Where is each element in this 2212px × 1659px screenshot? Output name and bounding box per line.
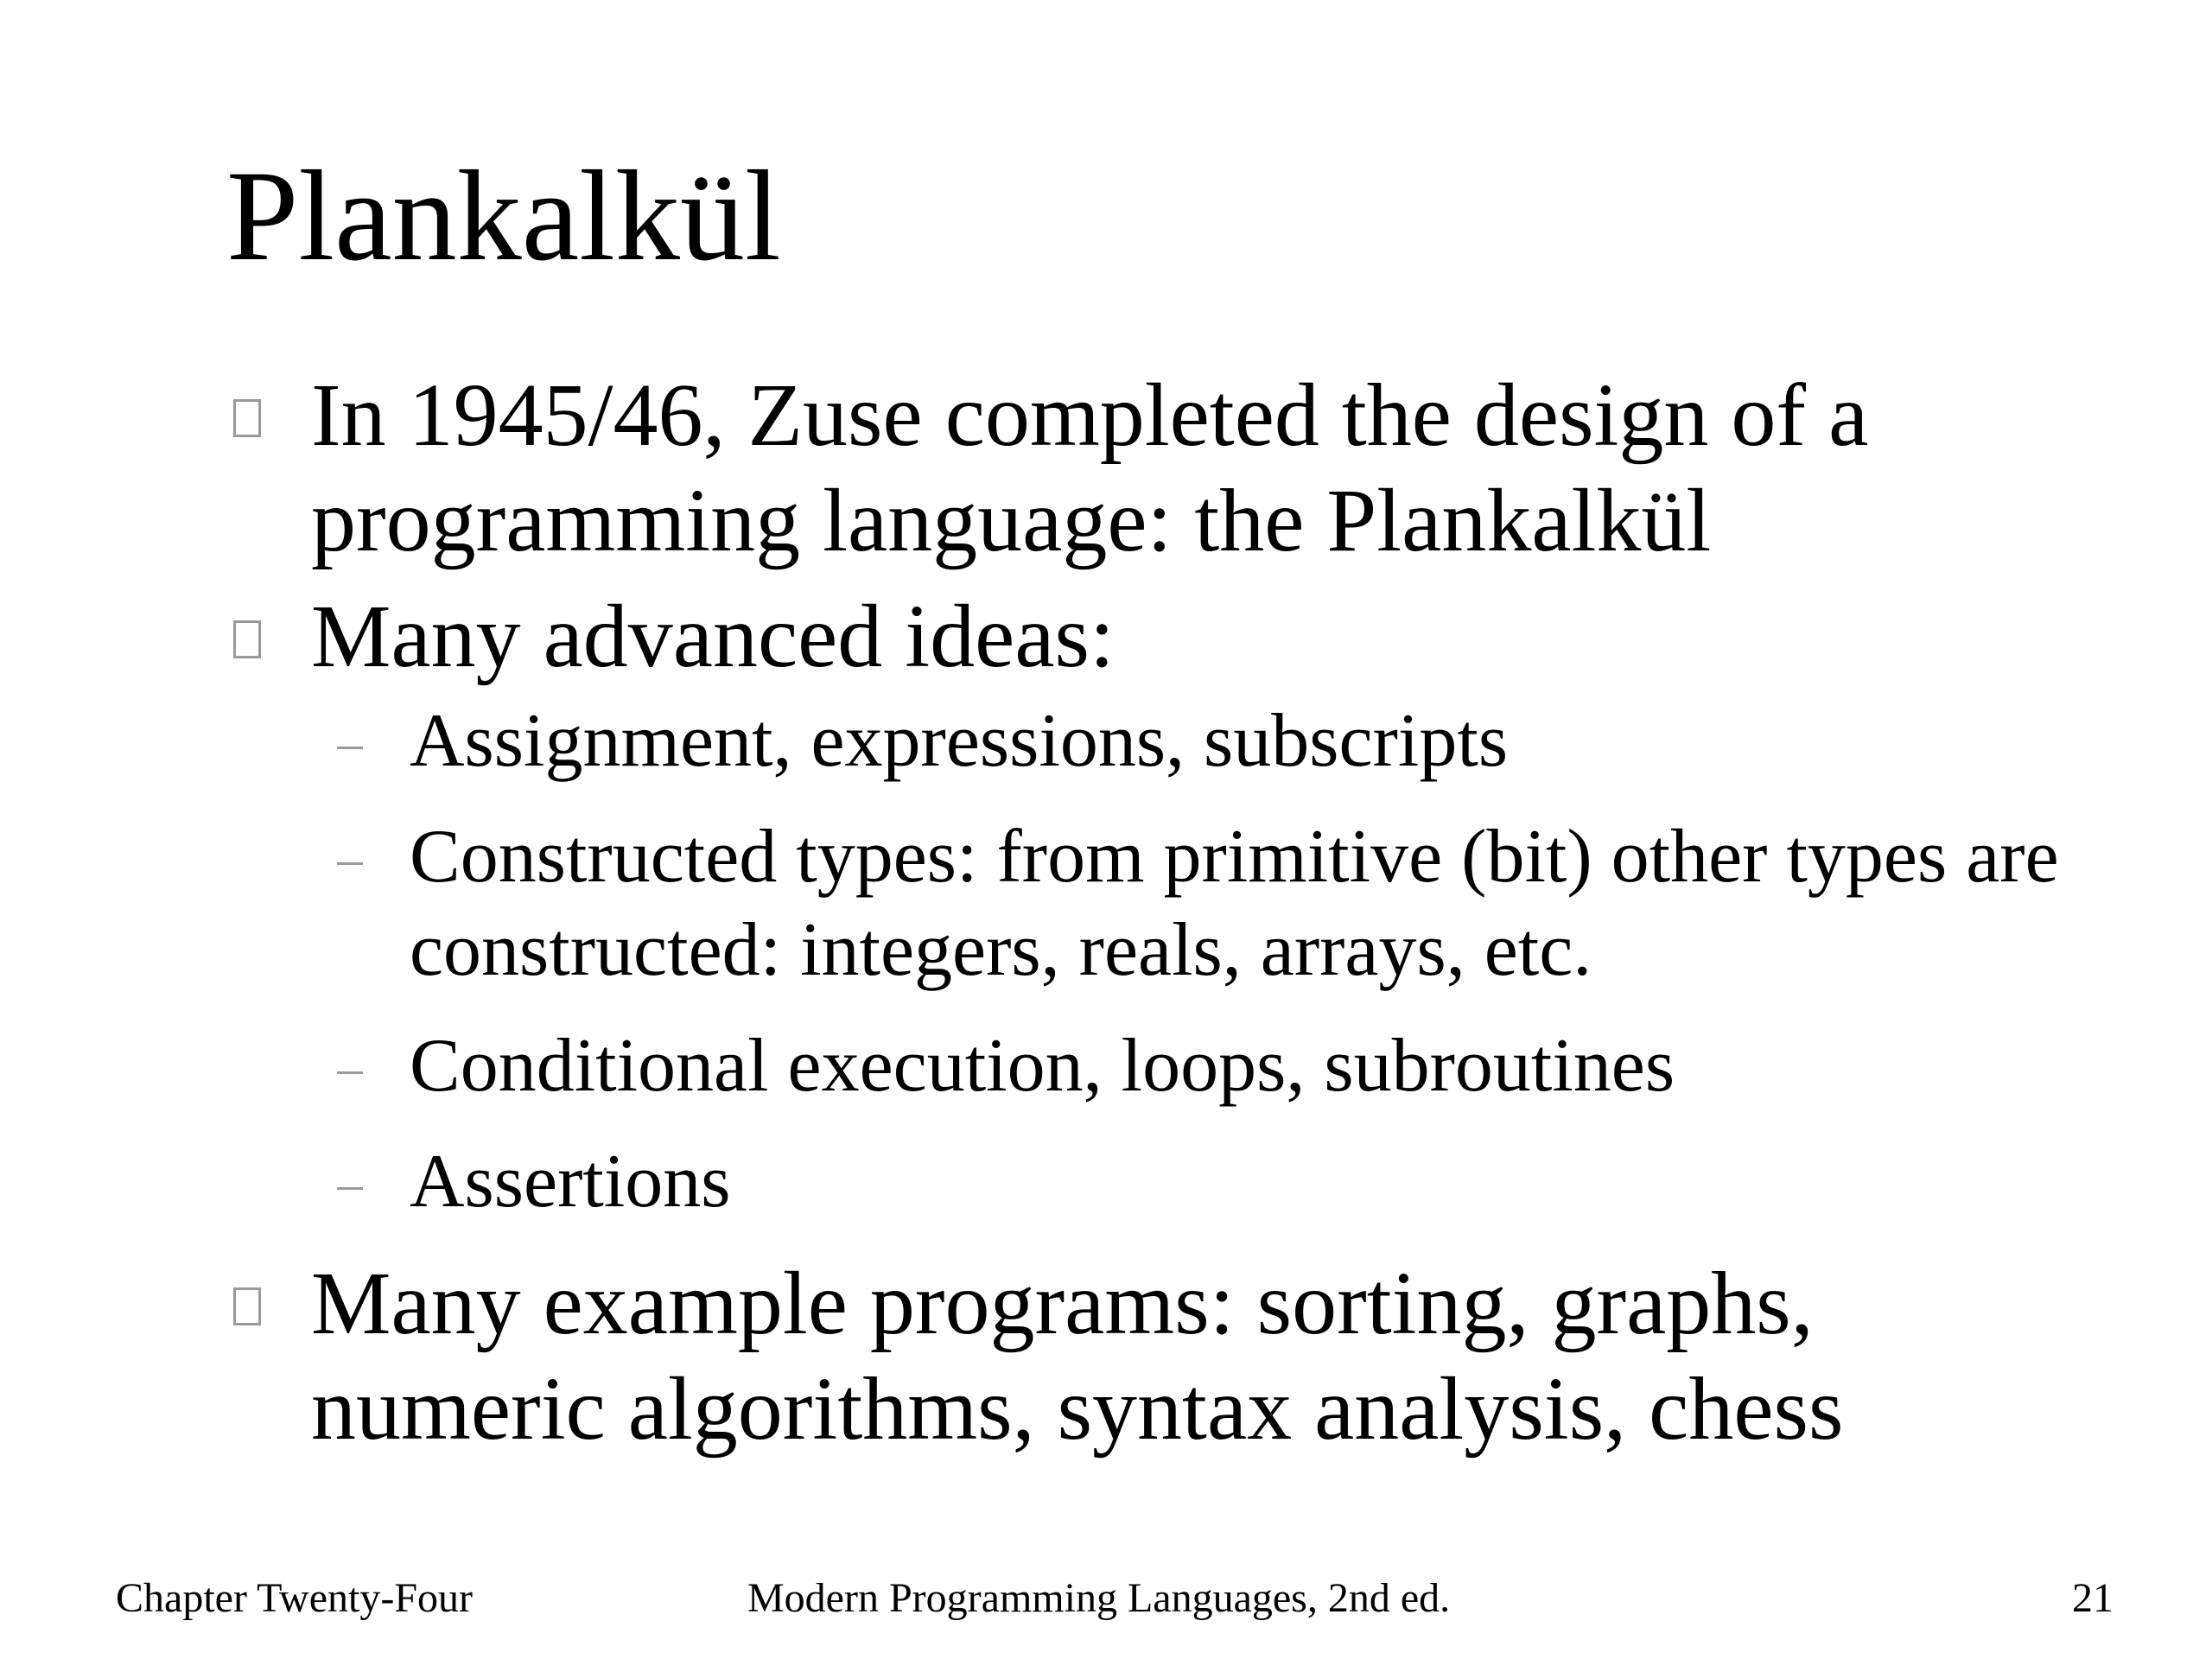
slide-title: Plankalkül — [226, 144, 781, 288]
dash-bullet-icon — [337, 1071, 363, 1074]
bullet-text: In 1945/46, Zuse completed the design of a programming language: the Plankalkül — [311, 365, 1869, 570]
dash-bullet-icon — [337, 747, 363, 749]
footer-book-title: Modern Programming Languages, 2nd ed. — [747, 1575, 1451, 1621]
bullet-text: Many advanced ideas: — [311, 587, 1115, 686]
square-bullet-icon — [233, 1287, 261, 1325]
bullet-text: Many example programs: sorting, graphs, numeric algorithms, syntax analysis, chess — [311, 1254, 1844, 1459]
square-bullet-icon — [233, 399, 261, 437]
sub-bullet-text: Assignment, expressions, subscripts — [410, 699, 1509, 783]
dash-bullet-icon — [337, 1187, 363, 1190]
square-bullet-icon — [233, 620, 261, 658]
sub-bullet-text: Assertions — [410, 1140, 731, 1224]
bullet-item — [226, 363, 2127, 574]
footer-page-number: 21 — [2072, 1575, 2113, 1621]
sub-bullet-item — [226, 695, 2127, 788]
sub-bullet-list — [311, 695, 2127, 1229]
footer-chapter: Chapter Twenty-Four — [116, 1575, 474, 1621]
sub-bullet-item — [226, 810, 2127, 997]
bullet-item — [226, 584, 2127, 1229]
sub-bullet-text: Conditional execution, loops, subroutines — [410, 1024, 1675, 1108]
sub-bullet-item — [226, 1020, 2127, 1113]
bullet-list — [226, 363, 2127, 1472]
bullet-item — [226, 1251, 2127, 1462]
sub-bullet-item — [226, 1135, 2127, 1229]
dash-bullet-icon — [337, 862, 363, 865]
sub-bullet-text: Constructed types: from primitive (bit) other types are constructed: integers, reals, arrays, etc. — [410, 815, 2059, 992]
